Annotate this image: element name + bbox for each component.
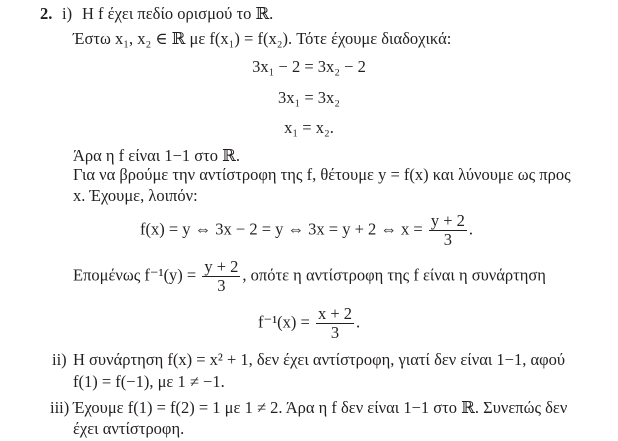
fraction-numerator: y + 2 bbox=[204, 257, 239, 276]
inverse-function-fraction bbox=[316, 305, 354, 342]
inverse-function-formula bbox=[258, 305, 360, 342]
inverse-result-fraction bbox=[202, 258, 240, 295]
inverse-intro-line-1: Για να βρούμε την αντίστροφη της f, θέτουμε y = f(x) και λύνουμε ως προς bbox=[73, 165, 571, 184]
inverse-result-tail: , οπότε η αντίστροφη της f είναι η συνάρτηση bbox=[242, 265, 546, 285]
inverse-function-lhs: f⁻¹(x) = bbox=[258, 312, 310, 332]
equation-1: 3x₁ − 2 = 3x₂ − 2 bbox=[252, 57, 366, 76]
injective-conclusion: Άρα η f είναι 1−1 στο ℝ. bbox=[73, 146, 240, 165]
equation-2: 3x₁ = 3x₂ bbox=[277, 88, 341, 107]
fraction-denominator: 3 bbox=[217, 276, 226, 295]
inverse-result-line bbox=[73, 258, 546, 295]
fraction-numerator: x + 2 bbox=[317, 304, 353, 323]
fraction-denominator: 3 bbox=[443, 230, 452, 249]
problem-number: 2. bbox=[40, 4, 53, 23]
part-i-intro: Η f έχει πεδίο ορισμού το ℝ. bbox=[82, 4, 274, 23]
part-ii-label: ii) bbox=[52, 350, 67, 369]
solving-chain-fraction bbox=[429, 212, 467, 249]
solving-chain bbox=[140, 212, 473, 249]
equation-3: x₁ = x₂. bbox=[284, 118, 334, 137]
part-i-label: i) bbox=[62, 4, 73, 23]
part-ii-line-1: Η συνάρτηση f(x) = x² + 1, δεν έχει αντίστροφη, γιατί δεν είναι 1−1, αφού bbox=[73, 350, 566, 369]
inverse-result-lead: Επομένως f⁻¹(y) = bbox=[73, 265, 197, 285]
part-iii-line-1: Έχουμε f(1) = f(2) = 1 με 1 ≠ 2. Άρα η f δεν είναι 1−1 στο ℝ. Συνεπώς δεν bbox=[73, 398, 568, 417]
inverse-intro-line-2: x. Έχουμε, λοιπόν: bbox=[73, 186, 198, 205]
solving-chain-tail: . bbox=[468, 219, 474, 239]
inverse-function-tail: . bbox=[356, 312, 361, 332]
part-iii-line-2: έχει αντίστροφη. bbox=[73, 419, 185, 438]
part-iii-label: iii) bbox=[50, 398, 70, 417]
part-i-let-line: Έστω x₁, x₂ ∈ ℝ με f(x₁) = f(x₂). Τότε έχουμε διαδοχικά: bbox=[73, 29, 452, 48]
part-ii-line-2: f(1) = f(−1), με 1 ≠ −1. bbox=[73, 372, 225, 391]
solving-chain-lhs: f(x) = y ⇔ 3x − 2 = y ⇔ 3x = y + 2 ⇔ x = bbox=[140, 219, 423, 239]
fraction-denominator: 3 bbox=[330, 323, 340, 342]
fraction-numerator: y + 2 bbox=[430, 211, 465, 230]
